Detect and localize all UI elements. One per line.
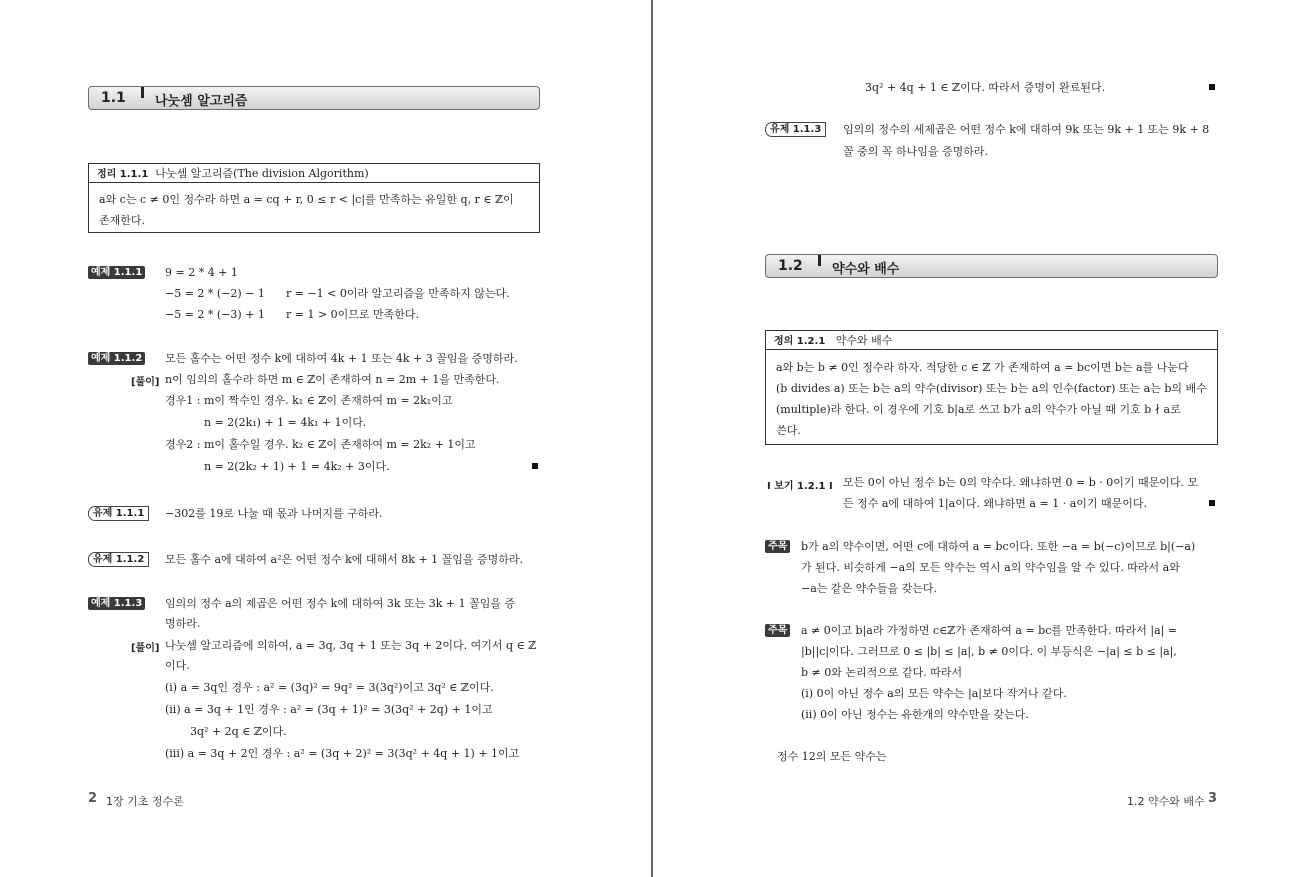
running-footer: 1장 기초 정수론 — [106, 795, 184, 808]
example-line: 모든 0이 아닌 정수 b는 0의 약수다. 왜냐하면 0 = b · 0이기 때문이다. 모 — [843, 476, 1199, 489]
page-number: 2 — [88, 791, 98, 806]
section-title: 약수와 배수 — [832, 262, 900, 277]
example-tag: 예제 1.1.1 — [88, 266, 145, 279]
solution-tag: [풀이] — [131, 377, 160, 388]
note-line: 가 된다. 비슷하게 −a의 모든 약수는 역시 a의 약수임을 알 수 있다. 따라서 a와 — [801, 561, 1180, 574]
note-line: b가 a의 약수이면, 어떤 c에 대하여 a = bc이다. 또한 −a = b(−c)이므로 b|(−a) — [801, 540, 1196, 553]
exercise-tag: 유제 1.1.1 — [88, 506, 149, 521]
section-header-1-2 — [765, 254, 1218, 278]
note-line: (i) 0이 아닌 정수 a의 모든 약수는 |a|보다 작거나 같다. — [801, 687, 1067, 700]
qed-mark — [1209, 500, 1215, 506]
section-header-1-1 — [88, 86, 540, 110]
note-line: b ≠ 0와 논리적으로 같다. 따라서 — [801, 666, 963, 679]
closing-line: 정수 12의 모든 약수는 — [777, 750, 887, 763]
example-note: r = 1 > 0이므로 만족한다. — [286, 308, 420, 321]
example-tag: I 보기 1.2.1 I — [767, 481, 833, 492]
example-line: −5 = 2 * (−3) + 1 — [165, 308, 265, 321]
qed-mark — [1209, 84, 1215, 90]
section-divider — [141, 87, 144, 98]
theorem-header — [89, 164, 539, 183]
example-line: 9 = 2 * 4 + 1 — [165, 266, 238, 279]
exercise-tag: 유제 1.1.2 — [88, 552, 149, 567]
theorem-body — [99, 189, 514, 231]
example-line: 든 정수 a에 대하여 1|a이다. 왜냐하면 a = 1 · a이기 때문이다. — [843, 497, 1147, 510]
note-tag: 주목 — [765, 540, 790, 553]
note-tag: 주목 — [765, 624, 790, 637]
note-line: |b||c|이다. 그러므로 0 ≤ |b| ≤ |a|, b ≠ 0이다. 이 부등식은 −|a| ≤ b ≤ |a|, — [801, 645, 1177, 658]
example-tag: 예제 1.1.3 — [88, 597, 145, 610]
definition-line: (b divides a) 또는 b는 a의 약수(divisor) 또는 b는 a의 인수(factor) 또는 a는 b의 배수 — [776, 382, 1207, 395]
example-note: r = −1 < 0이라 알고리즘을 만족하지 않는다. — [286, 287, 510, 300]
definition-line: 쓴다. — [776, 424, 801, 437]
definition-title: 약수와 배수 — [835, 334, 893, 347]
theorem-label: 정리 1.1.1 — [97, 169, 149, 180]
section-number: 1.1 — [101, 90, 126, 106]
example-tag: 예제 1.1.2 — [88, 352, 145, 365]
section-title: 나눗셈 알고리즘 — [155, 94, 248, 109]
definition-header — [766, 331, 1217, 350]
solution-line: 나눗셈 알고리즘에 의하여, a = 3q, 3q + 1 또는 3q + 2이다. 여기서 q ∈ ℤ — [165, 639, 537, 652]
solution-line: 3q² + 2q ∈ ℤ이다. — [190, 725, 287, 738]
definition-body — [776, 357, 1207, 441]
solution-line: (i) a = 3q인 경우 : a² = (3q)² = 9q² = 3(3q²)이고 3q² ∈ ℤ이다. — [165, 681, 494, 694]
exercise-text: 꼴 중의 꼭 하나임을 증명하라. — [843, 145, 988, 158]
example-statement: 모든 홀수는 어떤 정수 k에 대하여 4k + 1 또는 4k + 3 꼴임을 증명하라. — [165, 352, 518, 365]
exercise-text: −302를 19로 나눌 때 몫과 나머지를 구하라. — [165, 507, 383, 520]
example-line: −5 = 2 * (−2) − 1 — [165, 287, 265, 300]
solution-line: n = 2(2k₁) + 1 = 4k₁ + 1이다. — [204, 416, 367, 429]
theorem-box — [88, 163, 540, 233]
solution-line: (iii) a = 3q + 2인 경우 : a² = (3q + 2)² = 3(3q² + 4q + 1) + 1이고 — [165, 747, 520, 760]
example-statement: 임의의 정수 a의 제곱은 어떤 정수 k에 대하여 3k 또는 3k + 1 꼴임을 증 — [165, 597, 516, 610]
page-number: 3 — [1208, 791, 1218, 806]
continued-line: 3q² + 4q + 1 ∈ ℤ이다. 따라서 증명이 완료된다. — [865, 81, 1106, 94]
solution-line: n이 임의의 홀수라 하면 m ∈ ℤ이 존재하여 n = 2m + 1을 만족한다. — [165, 373, 500, 386]
solution-tag: [풀이] — [131, 643, 160, 654]
note-line: −a는 같은 약수들을 갖는다. — [801, 582, 938, 595]
note-line: (ii) 0이 아닌 정수는 유한개의 약수만을 갖는다. — [801, 708, 1029, 721]
definition-box — [765, 330, 1218, 445]
exercise-text: 모든 홀수 a에 대하여 a²은 어떤 정수 k에 대해서 8k + 1 꼴임을 증명하라. — [165, 553, 524, 566]
section-number: 1.2 — [778, 258, 803, 274]
section-divider — [818, 255, 821, 266]
definition-line: (multiple)라 한다. 이 경우에 기호 b|a로 쓰고 b가 a의 약수가 아닐 때 기호 b ∤ a로 — [776, 403, 1181, 416]
exercise-text: 임의의 정수의 세제곱은 어떤 정수 k에 대하여 9k 또는 9k + 1 또는 9k + 8 — [843, 123, 1210, 136]
qed-mark — [532, 463, 538, 469]
definition-line: a와 b는 b ≠ 0인 정수라 하자. 적당한 c ∈ ℤ 가 존재하여 a = bc이면 b는 a를 나눈다 — [776, 361, 1189, 374]
solution-line: 경우1 : m이 짝수인 경우. k₁ ∈ ℤ이 존재하여 m = 2k₁이고 — [165, 394, 453, 407]
theorem-line: a와 c는 c ≠ 0인 정수라 하면 a = cq + r, 0 ≤ r < |c|를 만족하는 유일한 q, r ∈ ℤ이 — [99, 193, 514, 206]
theorem-title: 나눗셈 알고리즘(The division Algorithm) — [155, 167, 369, 180]
book-spine — [651, 0, 653, 877]
note-line: a ≠ 0이고 b|a라 가정하면 c∈ℤ가 존재하여 a = bc를 만족한다. 따라서 |a| = — [801, 624, 1178, 637]
right-page — [655, 0, 1303, 877]
running-footer: 1.2 약수와 배수 — [1127, 795, 1205, 808]
solution-line: 경우2 : m이 홀수일 경우. k₂ ∈ ℤ이 존재하여 m = 2k₂ + 1이고 — [165, 438, 476, 451]
solution-line: (ii) a = 3q + 1인 경우 : a² = (3q + 1)² = 3(3q² + 2q) + 1이고 — [165, 703, 493, 716]
example-statement: 명하라. — [165, 617, 201, 630]
theorem-line: 존재한다. — [99, 214, 146, 227]
exercise-tag: 유제 1.1.3 — [765, 122, 826, 137]
solution-line: n = 2(2k₂ + 1) + 1 = 4k₂ + 3이다. — [204, 460, 390, 473]
solution-line: 이다. — [165, 659, 190, 672]
definition-label: 정의 1.2.1 — [774, 336, 826, 347]
